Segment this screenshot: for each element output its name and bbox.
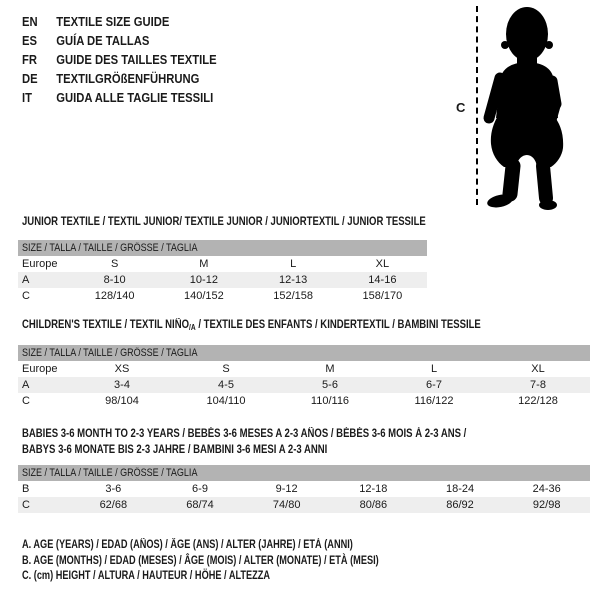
babies-size-table <box>18 465 590 513</box>
size-cell: 152/158 <box>273 290 313 302</box>
size-cell: 12-18 <box>359 483 388 495</box>
children-size-table <box>18 345 590 409</box>
size-cell: 104/110 <box>206 395 246 407</box>
language-code: DE <box>22 72 38 86</box>
language-title: GUIDA ALLE TAGLIE TESSILI <box>56 91 214 105</box>
column-header-cell: L <box>430 363 438 375</box>
column-header-cell: L <box>290 258 297 270</box>
size-cell: 80/86 <box>359 499 388 511</box>
size-header-text: SIZE / TALLA / TAILLE / GRÖSSE / TAGLIA <box>22 347 198 359</box>
size-cell: 24-36 <box>532 483 561 495</box>
table-row <box>18 481 590 497</box>
language-title: GUIDE DES TAILLES TEXTILE <box>56 53 217 67</box>
language-code: ES <box>22 34 38 48</box>
column-header-cell: M <box>199 258 209 270</box>
row-label: B <box>22 483 30 495</box>
table-row <box>18 393 590 409</box>
babies-table-title <box>22 426 466 458</box>
footnote-c: C. (cm) HEIGHT / ALTURA / HAUTEUR / HÖHE / ALTEZZA <box>22 570 271 582</box>
table-row <box>18 361 590 377</box>
column-header-cell: M <box>325 363 335 375</box>
language-row-fr <box>22 51 217 70</box>
height-measure-line <box>476 6 478 205</box>
row-label: Europe <box>22 363 58 375</box>
size-cell: 158/170 <box>362 290 403 302</box>
size-cell: 12-13 <box>279 274 308 286</box>
row-label: A <box>22 274 30 286</box>
babies-table-title-line1: BABIES 3-6 MONTH TO 2-3 YEARS / BEBÉS 3-6 MESES A 2-3 AÑOS / BÉBÉS 3-6 MOIS À 2-3 ANS / <box>22 428 467 440</box>
language-list <box>22 13 217 108</box>
children-table-title <box>22 319 481 334</box>
size-cell: 98/104 <box>105 395 139 407</box>
size-cell: 18-24 <box>445 483 475 495</box>
language-title: GUÍA DE TALLAS <box>56 34 150 48</box>
row-label: A <box>22 379 30 391</box>
language-code: FR <box>22 53 38 67</box>
language-row-en <box>22 13 217 32</box>
row-label: C <box>22 290 30 302</box>
size-header-text: SIZE / TALLA / TAILLE / GRÖSSE / TAGLIA <box>22 242 198 254</box>
size-cell: 92/98 <box>532 499 561 511</box>
row-label: C <box>22 395 30 407</box>
language-title: TEXTILGRÖßENFÜHRUNG <box>56 72 200 86</box>
children-table-title-text: / TEXTILE DES ENFANTS / KINDERTEXTIL / BAMBINI TESSILE <box>195 319 481 331</box>
language-row-de <box>22 70 217 89</box>
size-cell: 14-16 <box>368 274 397 286</box>
size-cell: 62/68 <box>99 499 128 511</box>
table-row <box>18 288 427 304</box>
row-label: Europe <box>22 258 58 270</box>
size-header-bar <box>18 345 590 361</box>
column-header-cell: XL <box>375 258 390 270</box>
height-measure-label: C <box>456 100 466 115</box>
language-code: EN <box>22 15 38 29</box>
size-cell: 8-10 <box>103 274 126 286</box>
size-cell: 3-6 <box>105 483 122 495</box>
size-header-bar <box>18 465 590 481</box>
size-cell: 122/128 <box>518 395 558 407</box>
size-cell: 74/80 <box>272 499 301 511</box>
size-cell: 140/152 <box>183 290 224 302</box>
size-cell: 10-12 <box>189 274 218 286</box>
toddler-silhouette <box>482 4 572 212</box>
size-cell: 86/92 <box>446 499 474 511</box>
size-cell: 7-8 <box>530 379 546 391</box>
footnotes <box>22 538 379 585</box>
junior-table-title: JUNIOR TEXTILE / TEXTIL JUNIOR/ TEXTILE JUNIOR / JUNIORTEXTIL / JUNIOR TESSILE <box>22 216 426 228</box>
size-cell: 6-9 <box>192 483 208 495</box>
language-code: IT <box>22 91 32 105</box>
language-row-es <box>22 32 217 51</box>
size-cell: 110/116 <box>310 395 350 407</box>
size-cell: 116/122 <box>414 395 454 407</box>
size-cell: 128/140 <box>94 290 135 302</box>
size-cell: 5-6 <box>322 379 338 391</box>
language-title: TEXTILE SIZE GUIDE <box>56 15 170 29</box>
table-row <box>18 272 427 288</box>
column-header-cell: S <box>222 363 230 375</box>
footnote-a: A. AGE (YEARS) / EDAD (AÑOS) / ÂGE (ANS) / ALTER (JAHRE) / ETÀ (ANNI) <box>22 539 353 551</box>
size-cell: 9-12 <box>275 483 298 495</box>
size-header-bar <box>18 240 427 256</box>
children-table-title-text: CHILDREN'S TEXTILE / TEXTIL NIÑO <box>22 319 190 331</box>
children-table-title-subscript: /A <box>189 323 196 332</box>
column-header-cell: XS <box>114 363 130 375</box>
table-row <box>18 377 590 393</box>
babies-table-title-line2: BABYS 3-6 MONATE BIS 2-3 JAHRE / BAMBINI 3-6 MESI A 2-3 ANNI <box>22 444 328 456</box>
size-cell: 4-5 <box>218 379 234 391</box>
size-cell: 6-7 <box>426 379 442 391</box>
junior-size-table <box>18 240 427 304</box>
size-header-text: SIZE / TALLA / TAILLE / GRÖSSE / TAGLIA <box>22 467 198 479</box>
size-cell: 3-4 <box>114 379 130 391</box>
measurement-figure <box>450 0 600 215</box>
row-label: C <box>22 499 30 511</box>
size-cell: 68/74 <box>186 499 214 511</box>
footnote-b: B. AGE (MONTHS) / EDAD (MESES) / ÂGE (MOIS) / ALTER (MONATE) / ETÀ (MESI) <box>22 554 379 567</box>
column-header-cell: S <box>110 258 119 270</box>
column-header-cell: XL <box>531 363 545 375</box>
table-row <box>18 256 427 272</box>
language-row-it <box>22 89 217 108</box>
table-row <box>18 497 590 513</box>
